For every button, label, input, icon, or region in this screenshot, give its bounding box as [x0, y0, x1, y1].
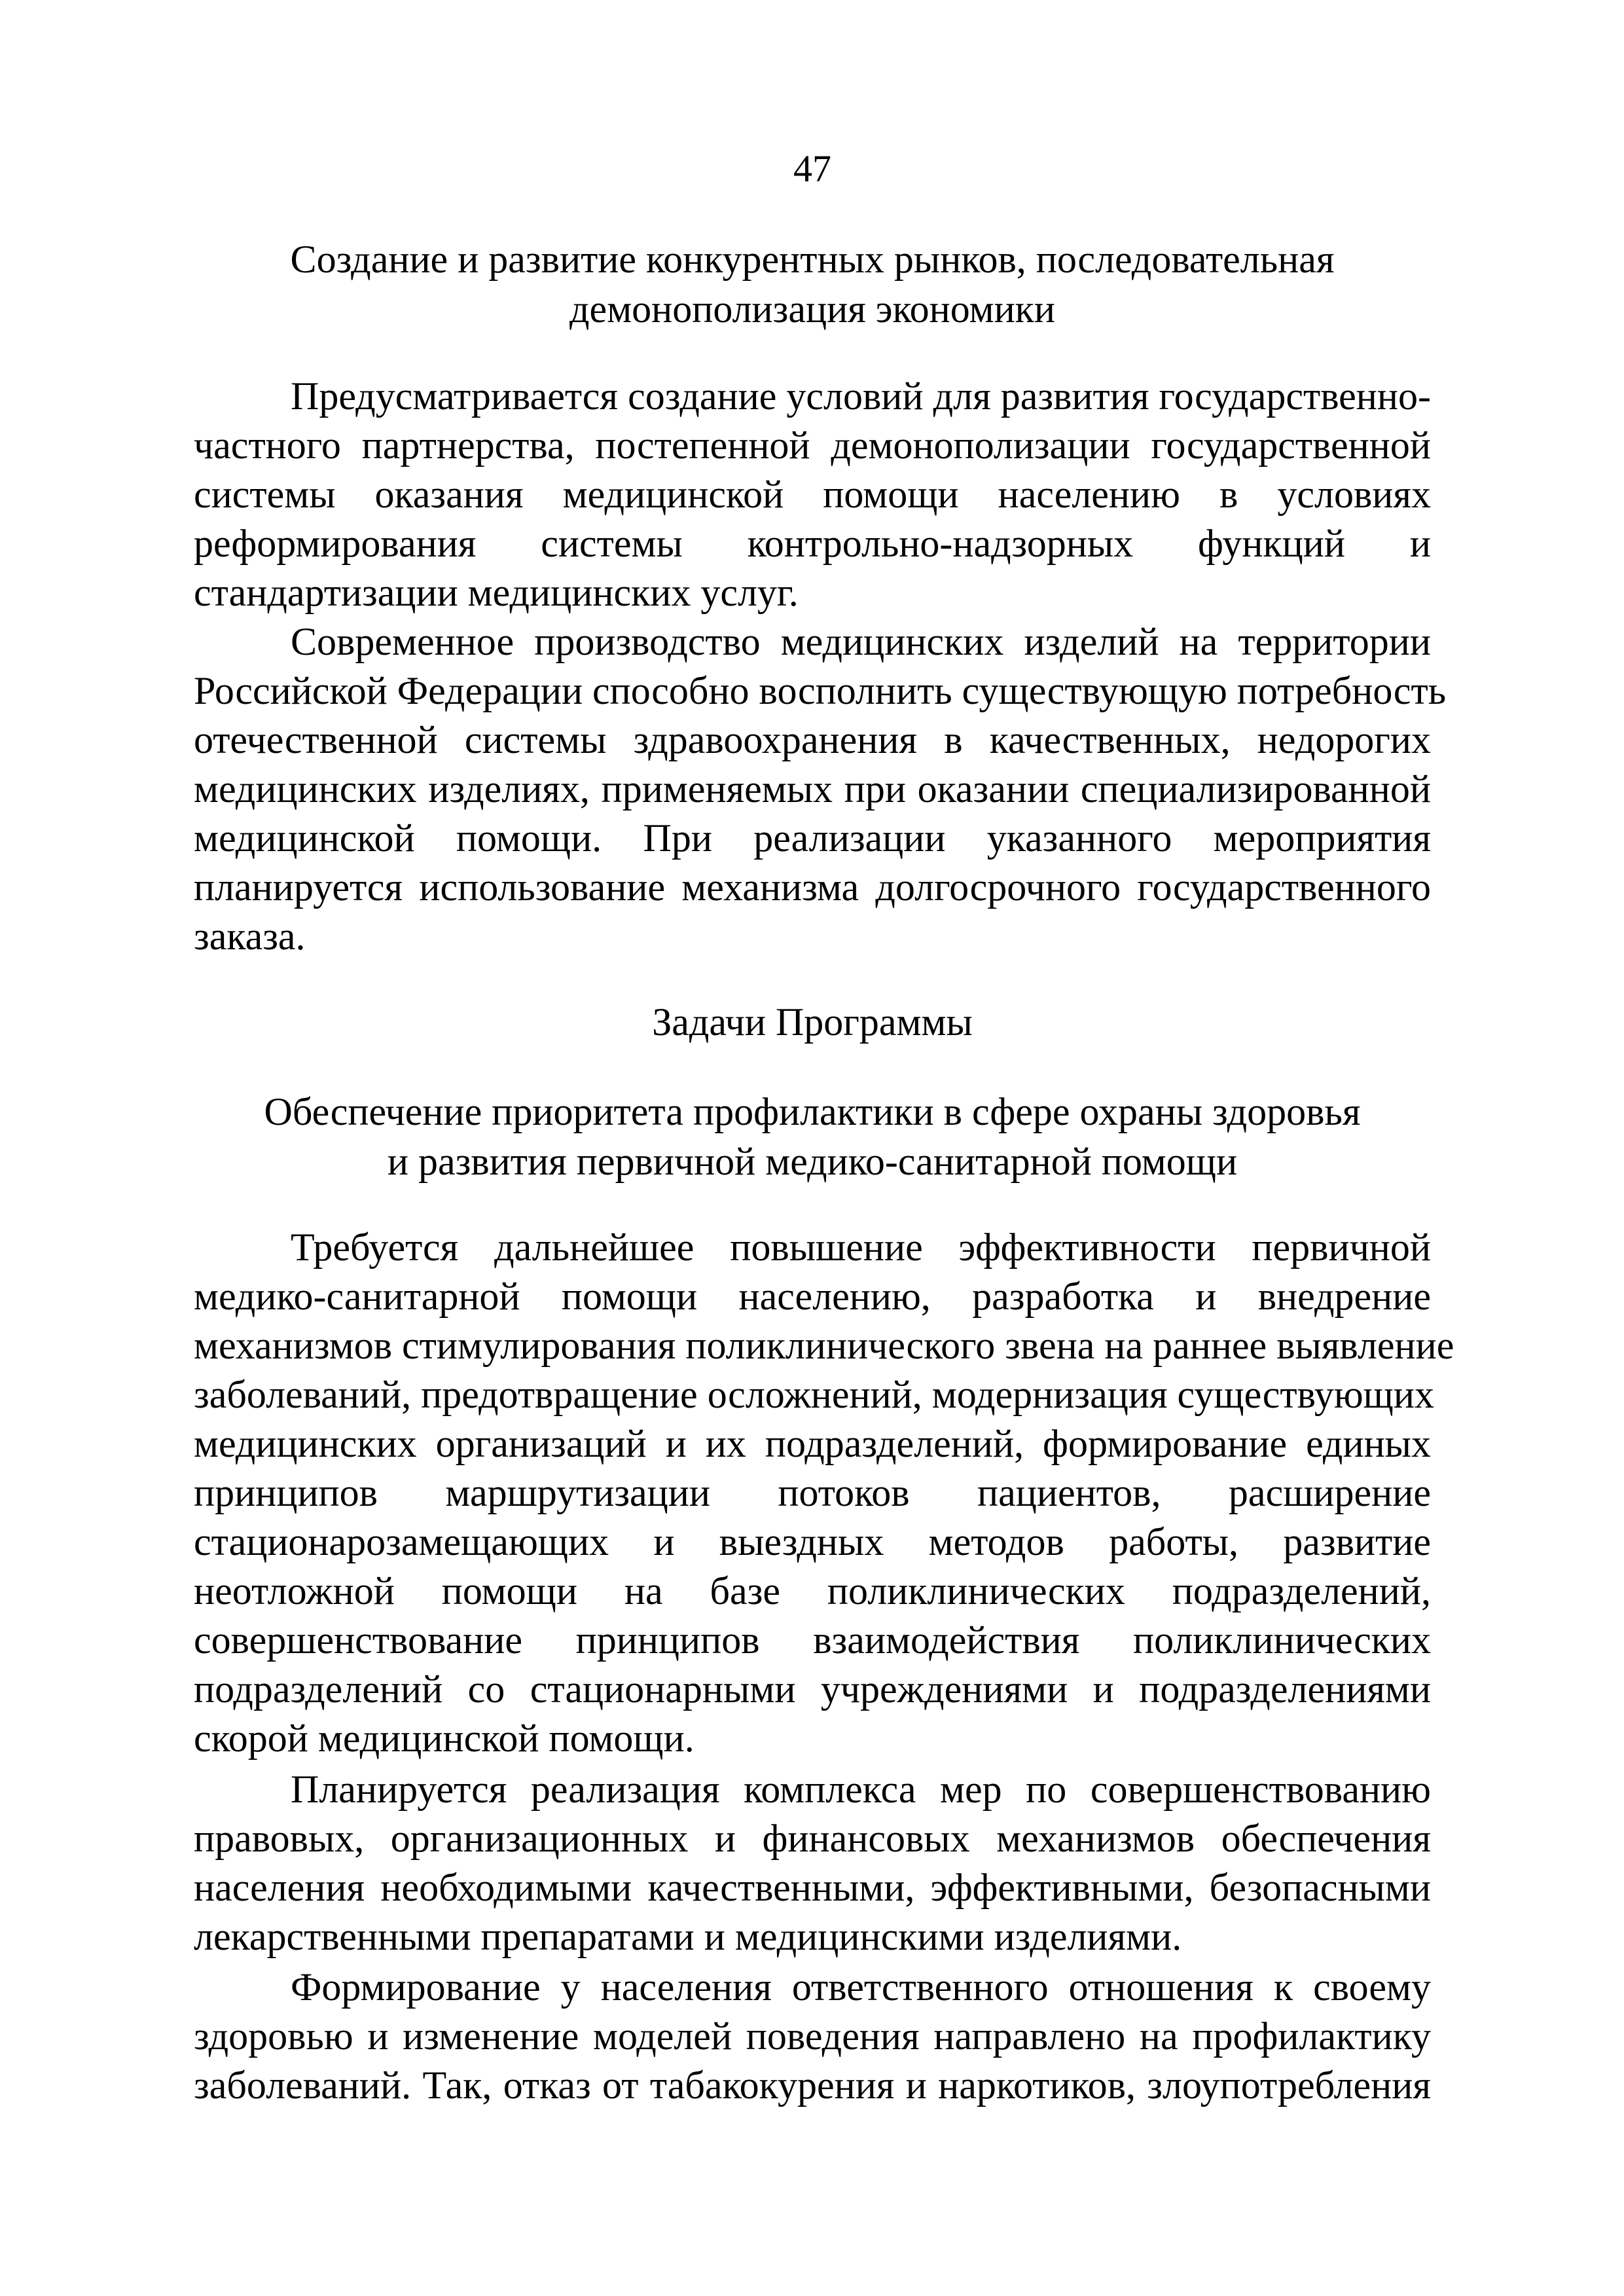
paragraph-line: медицинских организаций и их подразделений, формирование единых [194, 1422, 1431, 1465]
paragraph-line: Российской Федерации способно восполнить существующую потребность [194, 669, 1447, 712]
paragraph-text [194, 1223, 1454, 1763]
paragraph-line: совершенствование принципов взаимодействия поликлинических [194, 1618, 1431, 1662]
paragraph-line: Планируется реализация комплекса мер по совершенствованию [291, 1768, 1431, 1811]
paragraph-line: правовых, организационных и финансовых механизмов обеспечения [194, 1817, 1431, 1860]
paragraph-line: Требуется дальнейшее повышение эффективности первичной [291, 1226, 1431, 1269]
paragraph-line: системы оказания медицинской помощи населению в условиях [194, 473, 1431, 516]
paragraph-line: стандартизации медицинских услуг. [194, 571, 799, 614]
paragraph-text [194, 372, 1431, 617]
page-number: 47 [793, 147, 831, 190]
paragraph-line: подразделений со стационарными учреждениями и подразделениями [194, 1667, 1431, 1711]
paragraph [194, 1963, 1431, 2110]
paragraph [194, 1765, 1431, 1961]
paragraph-line: принципов маршрутизации потоков пациентов, расширение [194, 1471, 1431, 1514]
paragraph-line: населения необходимыми качественными, эффективными, безопасными [194, 1866, 1431, 1909]
paragraph-line: медико-санитарной помощи населению, разработка и внедрение [194, 1275, 1431, 1318]
paragraph-line: неотложной помощи на базе поликлинических подразделений, [194, 1569, 1431, 1613]
paragraph-line: Современное производство медицинских изделий на территории [291, 620, 1431, 663]
paragraph-line: заказа. [194, 915, 306, 958]
paragraph-line: скорой медицинской помощи. [194, 1717, 695, 1760]
paragraph-line: медицинских изделиях, применяемых при оказании специализированной [194, 767, 1431, 811]
paragraph [194, 1223, 1454, 1763]
paragraph-line: реформирования системы контрольно-надзорных функций и [194, 522, 1431, 565]
paragraph-line: Формирование у населения ответственного отношения к своему [291, 1965, 1431, 2009]
heading-line: демонополизация экономики [569, 287, 1055, 331]
paragraph-line: стационарозамещающих и выездных методов работы, развитие [194, 1520, 1431, 1563]
paragraph-line: заболеваний, предотвращение осложнений, модернизация существующих [194, 1373, 1434, 1416]
paragraph-line: механизмов стимулирования поликлинического звена на раннее выявление [194, 1324, 1454, 1367]
section-heading-prevention-priority [194, 1087, 1431, 1186]
paragraph-line: частного партнерства, постепенной демонополизации государственной [194, 424, 1431, 467]
heading-line: Создание и развитие конкурентных рынков, последовательная [290, 238, 1335, 281]
paragraph-text [194, 617, 1447, 961]
paragraph [194, 617, 1447, 961]
paragraph-line: отечественной системы здравоохранения в качественных, недорогих [194, 718, 1431, 761]
paragraph-line: лекарственными препаратами и медицинскими изделиями. [194, 1915, 1182, 1958]
paragraph-line: планируется использование механизма долгосрочного государственного [194, 866, 1431, 909]
paragraph-text [194, 1765, 1431, 1961]
section-title-program-tasks [194, 997, 1431, 1047]
paragraph-line: Предусматривается создание условий для развития государственно- [291, 374, 1431, 418]
heading-line: Задачи Программы [652, 1000, 973, 1044]
heading-line: и развития первичной медико-санитарной помощи [387, 1140, 1238, 1183]
paragraph-line: заболеваний. Так, отказ от табакокурения и наркотиков, злоупотребления [194, 2064, 1431, 2107]
paragraph-line: здоровью и изменение моделей поведения направлено на профилактику [194, 2014, 1431, 2058]
heading-line: Обеспечение приоритета профилактики в сфере охраны здоровья [264, 1090, 1361, 1133]
section-heading-competitive-markets [194, 234, 1431, 334]
paragraph-line: медицинской помощи. При реализации указанного мероприятия [194, 816, 1431, 860]
paragraph [194, 372, 1431, 617]
paragraph-text [194, 1963, 1431, 2110]
